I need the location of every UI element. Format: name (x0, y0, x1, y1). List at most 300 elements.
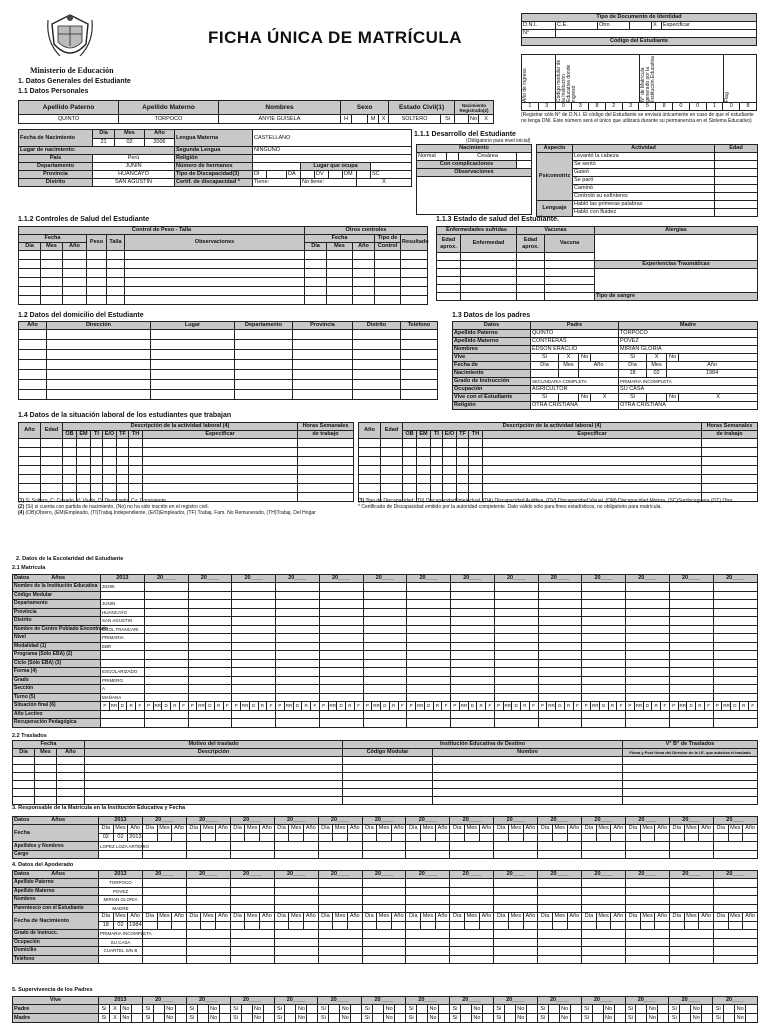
blank-cell[interactable] (41, 466, 63, 475)
no-box[interactable] (263, 1014, 274, 1023)
blank-cell[interactable] (41, 287, 63, 296)
row-value[interactable] (406, 851, 450, 859)
row-value[interactable] (450, 904, 494, 913)
situacion-code[interactable]: F (398, 702, 407, 711)
si-box[interactable] (592, 1014, 603, 1023)
blank-cell[interactable] (107, 260, 125, 269)
date-value[interactable] (216, 833, 231, 842)
blank-cell[interactable] (57, 797, 85, 805)
lengua-materna-value[interactable]: CASTELLANO (253, 130, 412, 147)
enroll-value[interactable] (144, 642, 188, 651)
blank-cell[interactable] (298, 439, 354, 448)
blank-cell[interactable] (103, 466, 117, 475)
enroll-value[interactable] (407, 659, 451, 668)
enroll-value[interactable] (363, 617, 407, 626)
situacion-code[interactable]: D (556, 702, 565, 711)
enroll-value[interactable] (494, 634, 538, 643)
blank-cell[interactable] (117, 439, 129, 448)
date-value[interactable] (186, 833, 201, 842)
no-box[interactable] (614, 1014, 625, 1023)
activity-age-field[interactable] (715, 169, 758, 177)
situacion-code[interactable]: R (433, 702, 442, 711)
blank-cell[interactable] (47, 350, 151, 360)
situacion-code[interactable]: P (538, 702, 547, 711)
situacion-code[interactable]: P (451, 702, 460, 711)
enroll-value[interactable] (494, 719, 538, 728)
situacion-code[interactable]: RR (417, 703, 424, 709)
blank-cell[interactable] (125, 269, 305, 278)
blank-cell[interactable] (702, 466, 758, 475)
enroll-value-2013[interactable]: MAÑANA (101, 693, 145, 702)
blank-cell[interactable] (483, 484, 702, 493)
blank-cell[interactable] (63, 466, 77, 475)
enroll-value[interactable] (626, 651, 670, 660)
blank-cell[interactable] (151, 350, 235, 360)
enroll-value[interactable] (407, 719, 451, 728)
blank-cell[interactable] (443, 439, 457, 448)
no-box[interactable] (263, 1005, 274, 1014)
blank-cell[interactable] (353, 350, 401, 360)
enroll-value[interactable] (494, 651, 538, 660)
blank-cell[interactable] (13, 781, 35, 789)
blank-cell[interactable] (381, 484, 403, 493)
blank-cell[interactable] (63, 475, 77, 484)
enroll-value[interactable] (582, 659, 626, 668)
alergias-field[interactable] (595, 235, 758, 261)
row-value[interactable] (362, 904, 406, 913)
date-value[interactable] (406, 921, 421, 930)
situacion-code[interactable]: P (101, 702, 110, 711)
situacion-code[interactable]: RR (635, 703, 643, 709)
row-value[interactable] (274, 879, 318, 888)
enroll-value[interactable] (626, 676, 670, 685)
blank-cell[interactable] (359, 457, 381, 466)
enroll-value[interactable] (713, 710, 758, 719)
birth-year[interactable]: 2006 (145, 138, 175, 147)
situacion-code[interactable]: RR (548, 703, 555, 709)
cert-no-tiene-mark[interactable]: X (357, 179, 412, 187)
row-value[interactable] (186, 938, 230, 947)
departamento-value[interactable]: JUNIN (93, 163, 175, 171)
row-value[interactable] (406, 896, 450, 905)
blank-cell[interactable] (401, 340, 438, 350)
blank-cell[interactable] (57, 781, 85, 789)
enroll-value[interactable] (319, 651, 363, 660)
no-box[interactable] (219, 1014, 230, 1023)
situacion-code[interactable]: F (267, 702, 276, 711)
blank-cell[interactable] (353, 370, 401, 380)
code-digit[interactable]: 0 (723, 103, 740, 111)
enroll-value[interactable] (713, 642, 758, 651)
cert-tiene[interactable]: Tiene: (253, 179, 301, 187)
enroll-value[interactable] (494, 642, 538, 651)
blank-cell[interactable] (143, 484, 298, 493)
si-box[interactable] (636, 1014, 647, 1023)
situacion-code[interactable]: RR (154, 703, 161, 709)
row-value[interactable] (538, 851, 582, 859)
enroll-value[interactable] (144, 583, 188, 592)
padre-religion[interactable]: OTRA CRISTIANA (531, 402, 619, 410)
enroll-value[interactable] (319, 617, 363, 626)
blank-cell[interactable] (151, 360, 235, 370)
situacion-code[interactable]: F (136, 702, 145, 711)
blank-cell[interactable] (63, 260, 87, 269)
blank-cell[interactable] (13, 797, 35, 805)
blank-cell[interactable] (129, 439, 143, 448)
date-value[interactable] (494, 921, 509, 930)
situacion-code[interactable]: F (223, 702, 232, 711)
enroll-value[interactable] (713, 583, 758, 592)
row-value[interactable] (494, 879, 538, 888)
padre-vive-no-box[interactable] (591, 354, 619, 362)
blank-cell[interactable] (63, 484, 77, 493)
blank-cell[interactable] (85, 773, 343, 781)
blank-cell[interactable] (375, 251, 401, 260)
situacion-code[interactable]: D (381, 702, 390, 711)
si-box[interactable] (241, 1014, 252, 1023)
enroll-value[interactable] (451, 651, 495, 660)
enroll-value[interactable] (626, 617, 670, 626)
enroll-value[interactable] (188, 719, 232, 728)
row-value[interactable] (713, 896, 757, 905)
blank-cell[interactable] (305, 287, 327, 296)
enroll-value-2013[interactable]: JUNIN (101, 600, 145, 609)
no-box[interactable] (395, 1014, 406, 1023)
situacion-code[interactable]: F (661, 702, 670, 711)
blank-cell[interactable] (19, 296, 41, 305)
row-value[interactable] (230, 938, 274, 947)
enroll-value-2013[interactable]: A (101, 685, 145, 694)
date-value[interactable] (172, 833, 187, 842)
enroll-value[interactable] (451, 668, 495, 677)
blank-cell[interactable] (19, 439, 41, 448)
row-value[interactable] (582, 851, 626, 859)
si-box[interactable] (285, 1014, 296, 1023)
blank-cell[interactable] (443, 466, 457, 475)
si-box[interactable] (329, 1005, 340, 1014)
enroll-value[interactable] (538, 651, 582, 660)
nombres-value[interactable]: ANYIE GUISELA (219, 115, 341, 124)
blank-cell[interactable] (375, 296, 401, 305)
enroll-value[interactable] (669, 625, 713, 634)
enroll-value[interactable] (494, 693, 538, 702)
blank-cell[interactable] (125, 296, 305, 305)
date-value[interactable] (699, 921, 714, 930)
blank-cell[interactable] (457, 448, 469, 457)
enroll-value[interactable] (232, 591, 276, 600)
enroll-value-2013[interactable]: PRIMERO (101, 676, 145, 685)
enroll-value-2013[interactable] (101, 659, 145, 668)
situacion-code[interactable]: D (249, 702, 258, 711)
blank-cell[interactable] (47, 390, 151, 400)
blank-cell[interactable] (293, 360, 353, 370)
enroll-value[interactable] (144, 600, 188, 609)
row-value[interactable] (538, 842, 582, 851)
no-box[interactable] (351, 1014, 362, 1023)
enroll-value[interactable] (713, 693, 758, 702)
enroll-value[interactable] (232, 710, 276, 719)
row-value[interactable] (713, 851, 757, 859)
si-box[interactable] (241, 1005, 252, 1014)
blank-cell[interactable] (431, 448, 443, 457)
date-value[interactable] (421, 921, 436, 930)
enroll-value[interactable] (582, 719, 626, 728)
enroll-value[interactable] (451, 685, 495, 694)
situacion-code[interactable]: R (171, 702, 180, 711)
row-value[interactable] (99, 955, 143, 964)
situacion-code[interactable]: D (118, 702, 127, 711)
blank-cell[interactable] (359, 484, 381, 493)
enroll-value[interactable] (669, 600, 713, 609)
enroll-value[interactable] (451, 634, 495, 643)
enroll-value[interactable] (276, 659, 320, 668)
enroll-value[interactable] (276, 583, 320, 592)
enroll-value[interactable] (626, 625, 670, 634)
enroll-value[interactable] (319, 659, 363, 668)
enroll-value[interactable] (713, 676, 758, 685)
lugar-ocupa-value[interactable] (371, 163, 412, 171)
row-value[interactable]: MADRE (99, 904, 143, 913)
observaciones-field[interactable] (417, 177, 532, 215)
padre-mes[interactable] (559, 370, 579, 378)
date-value[interactable] (582, 833, 597, 842)
date-value[interactable] (435, 833, 450, 842)
enroll-value[interactable] (538, 659, 582, 668)
blank-cell[interactable] (13, 765, 35, 773)
enroll-value[interactable] (451, 710, 495, 719)
si-box[interactable] (153, 1005, 164, 1014)
date-value[interactable] (465, 921, 480, 930)
blank-cell[interactable] (41, 251, 63, 260)
situacion-code[interactable]: R (346, 702, 355, 711)
enroll-value-2013[interactable]: SAN AGUSTIN (101, 617, 145, 626)
row-value[interactable] (669, 955, 713, 964)
blank-cell[interactable] (19, 260, 41, 269)
date-value[interactable] (655, 833, 670, 842)
enroll-value[interactable] (188, 625, 232, 634)
enroll-value[interactable] (276, 634, 320, 643)
blank-cell[interactable] (702, 448, 758, 457)
code-digit[interactable]: 0 (673, 103, 690, 111)
row-value[interactable] (450, 938, 494, 947)
situacion-code[interactable]: R (127, 702, 136, 711)
enroll-value-2013[interactable]: CCOL TRANCARI (101, 625, 145, 634)
enroll-value[interactable] (669, 634, 713, 643)
situacion-code[interactable]: RR (504, 703, 511, 709)
row-value[interactable] (626, 842, 670, 851)
situacion-code[interactable]: P (582, 702, 591, 711)
enroll-value[interactable] (669, 719, 713, 728)
si-box[interactable] (417, 1005, 428, 1014)
date-value[interactable] (684, 921, 699, 930)
apellido-materno-value[interactable]: TORPOCO (119, 115, 219, 124)
row-value[interactable] (669, 887, 713, 896)
row-value[interactable] (713, 955, 757, 964)
date-value[interactable] (245, 921, 260, 930)
blank-cell[interactable] (125, 260, 305, 269)
enroll-value[interactable] (494, 685, 538, 694)
row-value[interactable] (538, 896, 582, 905)
row-value[interactable] (538, 955, 582, 964)
blank-cell[interactable] (35, 773, 57, 781)
enroll-value[interactable] (319, 625, 363, 634)
enroll-value[interactable] (538, 591, 582, 600)
enroll-value[interactable] (713, 651, 758, 660)
blank-cell[interactable] (381, 466, 403, 475)
padre-value[interactable]: QUINTO (531, 330, 619, 338)
blank-cell[interactable] (87, 296, 107, 305)
enroll-value[interactable] (451, 719, 495, 728)
row-value[interactable] (362, 887, 406, 896)
date-value[interactable] (479, 921, 494, 930)
blank-cell[interactable] (305, 251, 327, 260)
row-value[interactable] (626, 879, 670, 888)
activity-age-field[interactable] (715, 185, 758, 193)
enroll-value[interactable] (713, 659, 758, 668)
blank-cell[interactable] (375, 269, 401, 278)
blank-cell[interactable] (431, 457, 443, 466)
padre-value[interactable]: CONTRERAS (531, 338, 619, 346)
blank-cell[interactable] (19, 340, 47, 350)
blank-cell[interactable] (359, 475, 381, 484)
enroll-value[interactable] (407, 600, 451, 609)
enroll-value-2013[interactable]: ESCOLARIZADO (101, 668, 145, 677)
enroll-value[interactable] (669, 608, 713, 617)
blank-cell[interactable] (381, 439, 403, 448)
date-value[interactable] (303, 921, 318, 930)
blank-cell[interactable] (343, 757, 433, 765)
enroll-value[interactable] (713, 600, 758, 609)
situacion-code[interactable]: P (188, 702, 197, 711)
date-value[interactable] (450, 833, 465, 842)
enroll-value[interactable] (363, 659, 407, 668)
blank-cell[interactable] (359, 439, 381, 448)
enroll-value-2013[interactable]: PRIMARIA (101, 634, 145, 643)
date-value[interactable] (450, 921, 465, 930)
situacion-code[interactable]: F (354, 702, 363, 711)
blank-cell[interactable] (381, 457, 403, 466)
blank-cell[interactable] (293, 390, 353, 400)
blank-cell[interactable] (107, 251, 125, 260)
situacion-code[interactable]: P (669, 702, 678, 711)
blank-cell[interactable] (359, 448, 381, 457)
enroll-value[interactable] (669, 591, 713, 600)
blank-cell[interactable] (381, 448, 403, 457)
blank-cell[interactable] (87, 251, 107, 260)
blank-cell[interactable] (469, 448, 483, 457)
enroll-value[interactable] (494, 625, 538, 634)
enroll-value-2013[interactable] (101, 719, 145, 728)
blank-cell[interactable] (85, 797, 343, 805)
blank-cell[interactable] (63, 457, 77, 466)
complicaciones-box[interactable] (517, 161, 532, 169)
blank-cell[interactable] (483, 439, 702, 448)
si-box[interactable] (153, 1014, 164, 1023)
row-value[interactable] (362, 947, 406, 956)
enroll-value[interactable] (232, 583, 276, 592)
date-value[interactable] (421, 833, 436, 842)
blank-cell[interactable] (433, 757, 623, 765)
enroll-value[interactable] (407, 608, 451, 617)
enroll-value[interactable] (276, 651, 320, 660)
enroll-value[interactable] (319, 600, 363, 609)
row-value[interactable] (450, 947, 494, 956)
blank-cell[interactable] (375, 278, 401, 287)
row-value[interactable] (274, 887, 318, 896)
enroll-value[interactable] (582, 625, 626, 634)
row-value[interactable] (362, 930, 406, 939)
blank-cell[interactable] (91, 457, 103, 466)
blank-cell[interactable] (469, 439, 483, 448)
blank-cell[interactable] (469, 457, 483, 466)
blank-cell[interactable] (417, 484, 431, 493)
row-value[interactable] (406, 904, 450, 913)
blank-cell[interactable] (381, 475, 403, 484)
blank-cell[interactable] (103, 484, 117, 493)
blank-cell[interactable] (443, 457, 457, 466)
enroll-value[interactable] (494, 676, 538, 685)
blank-cell[interactable] (151, 390, 235, 400)
enroll-value[interactable] (319, 693, 363, 702)
cert-no-tiene[interactable]: No tiene: (301, 179, 357, 187)
no-box[interactable] (570, 1014, 581, 1023)
enroll-value[interactable] (538, 583, 582, 592)
enroll-value[interactable] (669, 668, 713, 677)
enroll-value-2013[interactable] (101, 710, 145, 719)
si-box[interactable] (680, 1005, 691, 1014)
blank-cell[interactable] (343, 797, 433, 805)
blank-cell[interactable] (353, 287, 375, 296)
sexo-h-box[interactable] (352, 115, 368, 124)
row-value[interactable] (669, 938, 713, 947)
situacion-code[interactable]: RR (592, 703, 599, 709)
blank-cell[interactable] (457, 475, 469, 484)
blank-cell[interactable] (91, 484, 103, 493)
blank-cell[interactable] (353, 296, 375, 305)
date-value[interactable]: 18 (99, 921, 114, 930)
row-value[interactable] (230, 842, 274, 851)
blank-cell[interactable] (85, 781, 343, 789)
situacion-code[interactable]: RR (723, 703, 730, 709)
blank-cell[interactable] (41, 278, 63, 287)
blank-cell[interactable] (433, 797, 623, 805)
row-value[interactable]: CUARTEL S/N B (99, 947, 143, 956)
blank-cell[interactable] (431, 484, 443, 493)
row-value[interactable] (274, 851, 318, 859)
row-value[interactable]: MIRIAN GLORIA (99, 896, 143, 905)
nac-si-box[interactable] (455, 115, 469, 124)
blank-cell[interactable] (85, 757, 343, 765)
blank-cell[interactable] (375, 260, 401, 269)
blank-cell[interactable] (431, 439, 443, 448)
row-value[interactable] (538, 930, 582, 939)
blank-cell[interactable] (403, 457, 417, 466)
date-value[interactable] (611, 921, 626, 930)
enroll-value[interactable] (626, 710, 670, 719)
disc-di-box[interactable] (267, 171, 287, 179)
row-value[interactable] (362, 896, 406, 905)
enroll-value[interactable] (144, 608, 188, 617)
blank-cell[interactable] (483, 475, 702, 484)
enroll-value[interactable] (276, 676, 320, 685)
birth-month[interactable]: 02 (115, 138, 145, 147)
blank-cell[interactable] (702, 475, 758, 484)
enroll-value[interactable] (494, 583, 538, 592)
blank-cell[interactable] (107, 269, 125, 278)
blank-cell[interactable] (77, 439, 91, 448)
row-value[interactable] (494, 896, 538, 905)
row-value[interactable] (142, 904, 186, 913)
